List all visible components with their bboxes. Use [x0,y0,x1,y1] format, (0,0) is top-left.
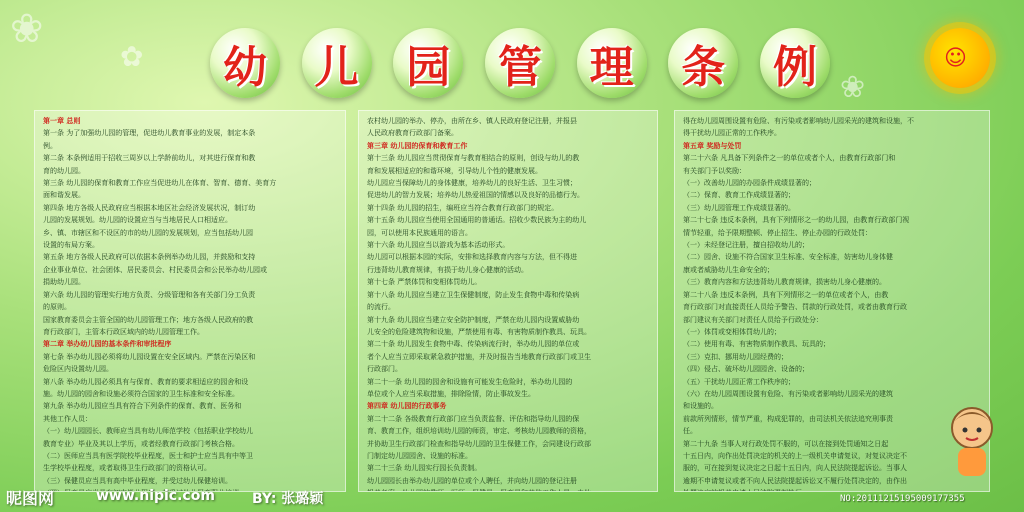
regulation-line: 第一条 为了加强幼儿园的管理，促进幼儿教育事业的发展，制定本条 [43,129,256,138]
regulation-line: 人民政府教育行政部门备案。 [367,129,458,138]
regulation-line: 第十八条 幼儿园应当建立卫生保健制度，防止发生食物中毒和传染病 [367,290,580,299]
regulation-line: 育行政部门，主管本行政区域内的幼儿园管理工作。 [43,327,204,336]
regulation-line: 其他工作人员： [43,414,92,423]
regulation-line: 第二十九条 当事人对行政处罚不服的，可以在接到处罚通知之日起 [683,439,889,448]
regulation-line: 园，可以使用本民族通用的语言。 [367,228,472,237]
regulation-line: 第二十六条 凡具备下列条件之一的单位或者个人，由教育行政部门和 [683,154,896,163]
regulation-column-1 [34,110,346,492]
leaf-decoration-icon: ✿ [120,40,144,73]
regulation-line: 第十六条 幼儿园应当以游戏为基本活动形式。 [367,241,510,250]
regulation-line [683,487,981,492]
title-char: 条 [668,28,738,98]
title-char: 例 [760,28,830,98]
title-char: 理 [577,28,647,98]
regulation-line: 逾期不申请复议或者不向人民法院提起诉讼又不履行处罚决定的，由作出 [683,476,907,485]
regulation-line: 前款所列情形，情节严重，构成犯罪的，由司法机关依法追究刑事责 [683,414,893,423]
regulation-line: 促进幼儿的智力发展；培养幼儿热爱祖国的情感以及良好的品德行为。 [367,191,584,200]
regulation-line: （三）保健员应当具有高中毕业程度，并受过幼儿保健培训。 [43,476,232,485]
regulation-line: 育、教育工作，组织培训幼儿园的师资，审定、考核幼儿园教师的资格， [367,427,591,436]
regulation-line: 第三条 幼儿园的保育和教育工作应当促进幼儿在体育、智育、德育、美育方 [43,179,277,188]
regulation-line: 第十七条 严禁体罚和变相体罚幼儿。 [367,278,482,287]
regulation-line: 部门建议有关部门对责任人员给予行政处分： [683,315,823,324]
chapter-heading: 第三章 幼儿园的保育和教育工作 [367,141,468,150]
title-char: 儿 [302,28,372,98]
regulation-line: 危险区内设置幼儿园。 [43,365,113,374]
regulation-line: 第二十二条 各级教育行政部门应当负责监督、评估和指导幼儿园的保 [367,414,580,423]
regulation-line: （三）教育内容和方法违背幼儿教育规律，损害幼儿身心健康的。 [683,278,886,287]
regulation-line: 服的，可在接到复议决定之日起十五日内，向人民法院提起诉讼。当事人 [683,464,907,473]
regulation-line: 第八条 举办幼儿园必须具有与保育、教育的要求相适应的园舍和设 [43,377,249,386]
poster-title [210,28,830,108]
regulation-line: 第二十七条 违反本条例，具有下列情形之一的幼儿园，由教育行政部门视 [683,216,910,225]
regulation-line: （二）医师应当具有医学院校毕业程度，医士和护士应当具有中等卫 [43,451,253,460]
regulation-line: 捐助幼儿园。 [43,278,85,287]
regulation-line: 第二十三条 幼儿园实行园长负责制。 [367,464,482,473]
regulation-line: 的原则。 [43,303,71,312]
regulation-line: 施。幼儿园的园舍和设施必须符合国家的卫生标准和安全标准。 [43,389,239,398]
regulation-line: 育的幼儿园。 [43,166,85,175]
regulation-line: （一）幼儿园园长、教师应当具有幼儿师范学校（包括职业学校幼儿 [43,427,253,436]
regulation-line: 育行政部门对直接责任人员给予警告、罚款的行政处罚，或者由教育行政 [683,303,907,312]
regulation-line: 农村幼儿园的举办、停办，由所在乡、镇人民政府登记注册，并报县 [367,117,577,125]
chapter-heading: 第五章 奖励与处罚 [683,141,742,150]
regulation-line: 幼儿园可以根据本园的实际，安排和选择教育内容与方法，但不得进 [367,253,577,262]
chapter-heading: 第一章 总则 [43,117,81,125]
regulation-line: （六）在幼儿园周围设置有危险、有污染或者影响幼儿园采光的建筑 [683,389,893,398]
regulation-line: 教育专业）毕业及其以上学历，或者经教育行政部门考核合格。 [43,439,239,448]
regulation-line: 幼儿园应当保障幼儿的身体健康，培养幼儿的良好生活、卫生习惯； [367,179,577,188]
regulation-line: 儿园的发展规划。幼儿园的设置应当与当地居民人口相适应。 [43,216,232,225]
regulation-line: 第二条 本条例适用于招收三周岁以上学龄前幼儿，对其进行保育和教 [43,154,256,163]
regulation-line: 面和谐发展。 [43,191,85,200]
regulation-line: 儿安全的危险建筑物和设施，严禁使用有毒、有害物质制作教具、玩具。 [367,327,591,336]
regulation-line: （一）未经登记注册，擅自招收幼儿的； [683,241,809,250]
regulation-line: 行政部门。 [367,365,402,374]
regulation-line: 得干扰幼儿园正常的工作秩序。 [683,129,781,138]
regulation-line: 有关部门予以奖励： [683,166,746,175]
regulation-line: 单位或个人应当采取措施，排除险情，防止事故发生。 [367,389,535,398]
regulation-line: 十五日内，向作出处罚决定的机关的上一级机关申请复议，对复议决定不 [683,451,907,460]
regulation-line: 第九条 举办幼儿园应当具有符合下列条件的保育、教育、医务和 [43,402,242,411]
regulation-line [367,487,649,492]
regulation-line: 行违背幼儿教育规律，有损于幼儿身心健康的活动。 [367,265,528,274]
regulation-line: （二）使用有毒、有害物质制作教具、玩具的； [683,340,830,349]
regulation-line: 第十九条 幼儿园应当建立安全防护制度，严禁在幼儿园内设置威胁幼 [367,315,580,324]
regulation-line: 设置的布局方案。 [43,241,99,250]
regulation-line: 第十五条 幼儿园应当使用全国通用的普通话。招收少数民族为主的幼儿 [367,216,587,225]
regulation-line: 乡、镇、市辖区和不设区的市的幼儿园的发展规划，应当包括幼儿园 [43,228,253,237]
regulation-line: （三）克扣、挪用幼儿园经费的； [683,352,788,361]
regulation-line: （五）干扰幼儿园正常工作秩序的； [683,377,795,386]
regulation-line: 生学校毕业程度，或者取得卫生行政部门的资格认可。 [43,464,211,473]
regulation-line: 者个人应当立即采取紧急救护措施，并及时报告当地教育行政部门或卫生 [367,352,591,361]
regulation-line: （四）侵占、破坏幼儿园园舍、设备的； [683,365,809,374]
regulation-line: 第二十一条 幼儿园的园舍和设施有可能发生危险时，举办幼儿园的 [367,377,573,386]
regulation-column-2 [358,110,658,492]
regulation-line: （二）园舍、设施不符合国家卫生标准、安全标准，妨害幼儿身体健 [683,253,893,262]
regulation-line: 第五条 地方各级人民政府可以依据本条例举办幼儿园，并鼓励和支持 [43,253,256,262]
regulation-line: （一）改善幼儿园的办园条件成绩显著的； [683,179,816,188]
regulation-line: 第十三条 幼儿园应当贯彻保育与教育相结合的原则，创设与幼儿的教 [367,154,580,163]
chapter-heading: 第二章 举办幼儿园的基本条件和审批程序 [43,340,172,349]
regulation-line: 第二十八条 违反本条例，具有下列情形之一的单位或者个人，由教 [683,290,889,299]
regulation-line: 第七条 举办幼儿园必须将幼儿园设置在安全区域内。严禁在污染区和 [43,352,256,361]
regulation-line: 情节轻重，给予限期整顿、停止招生、停止办园的行政处罚： [683,228,872,237]
smile-icon: ☺ [944,46,967,71]
regulation-line: 和设施的。 [683,402,718,411]
regulation-line: 第二十条 幼儿园发生食物中毒、传染病流行时，举办幼儿园的单位或 [367,340,580,349]
watermark-author: BY: 张璐颖 [252,491,324,507]
regulation-line: 第六条 幼儿园的管理实行地方负责、分级管理和各有关部门分工负责 [43,290,256,299]
regulation-line: 得在幼儿园周围设置有危险、有污染或者影响幼儿园采光的建筑和设施，不 [683,117,914,125]
regulation-line: （三）幼儿园管理工作成绩显著的。 [683,203,795,212]
regulation-line: 育和发展相适应的和谐环境，引导幼儿个性的健康发展。 [367,166,542,175]
watermark-site: 昵图网 [6,489,55,508]
sun-icon [930,28,990,88]
chapter-heading: 第四章 幼儿园的行政事务 [367,402,447,411]
regulation-line: 企业事业单位、社会团体、居民委员会、村民委员会和公民举办幼儿园或 [43,265,267,274]
regulation-line: 第四条 地方各级人民政府应当根据本地区社会经济发展状况，制订幼 [43,203,256,212]
watermark-url: www.nipic.com [96,488,215,504]
regulation-line: 任。 [683,427,697,436]
regulation-line: 例。 [43,141,57,150]
title-char: 幼 [210,28,280,98]
regulation-line: 的流行。 [367,303,395,312]
leaf-decoration-icon: ❀ [10,6,44,52]
regulation-line: （一）体罚或变相体罚幼儿的； [683,327,781,336]
leaf-decoration-icon: ❀ [840,70,866,105]
regulation-line: 并协助卫生行政部门检查和指导幼儿园的卫生保健工作，会同建设行政部 [367,439,591,448]
watermark-image-number: NO:20111215195009177355 [840,494,965,504]
title-char: 管 [485,28,555,98]
title-char: 园 [393,28,463,98]
regulation-line: （二）保育、教育工作成绩显著的； [683,191,795,200]
regulation-line: 康或者威胁幼儿生命安全的； [683,265,774,274]
child-illustration-icon [940,400,1004,480]
regulation-line: 门制定幼儿园园舍、设施的标准。 [367,451,472,460]
regulation-line: 国家教育委员会主管全国的幼儿园管理工作；地方各级人民政府的教 [43,315,253,324]
regulation-line: 第十四条 幼儿园的招生，编班应当符合教育行政部门的规定。 [367,203,559,212]
regulation-line: 幼儿园园长由举办幼儿园的单位或个人聘任，并向幼儿园的登记注册 [367,476,577,485]
